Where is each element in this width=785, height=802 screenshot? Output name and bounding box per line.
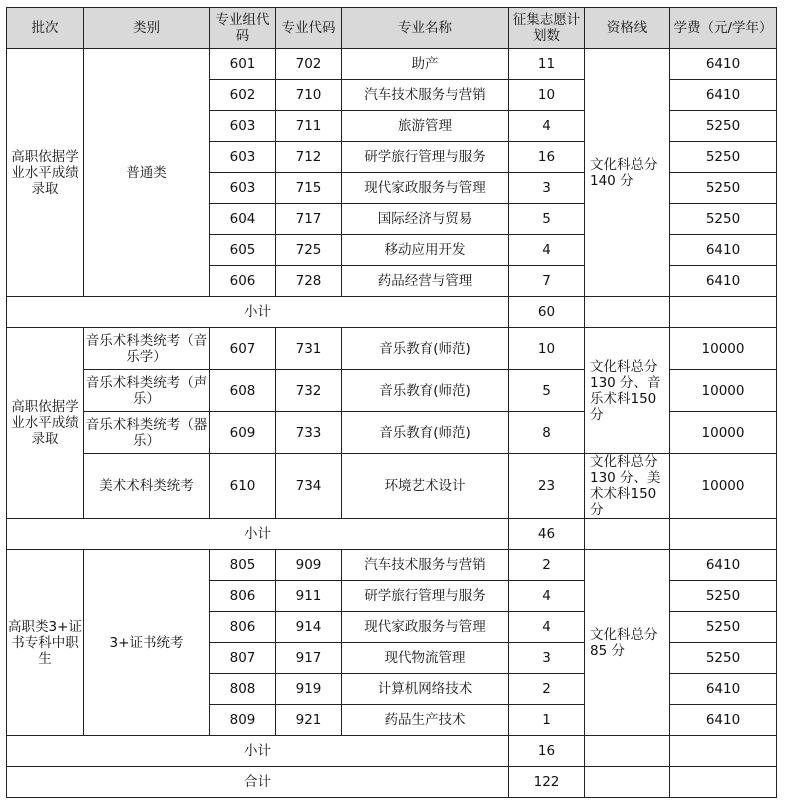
empty-cell [670,736,777,767]
major-name-cell: 音乐教育(师范) [342,412,509,454]
major-code-cell: 919 [276,674,342,705]
qualification-cell: 文化科总分 130 分、音乐术科150 分 [585,328,670,454]
tuition-cell: 10000 [670,328,777,370]
group-code-cell: 805 [210,550,276,581]
plan-cell: 11 [509,49,585,80]
header-category: 类别 [84,8,210,49]
major-code-cell: 711 [276,111,342,142]
tuition-cell: 6410 [670,49,777,80]
total-row [7,767,777,798]
major-code-cell: 715 [276,173,342,204]
qualification-cell: 文化科总分 130 分、美术术科150 分 [585,454,670,519]
empty-cell [585,297,670,328]
major-code-cell: 734 [276,454,342,519]
tuition-cell: 5250 [670,581,777,612]
major-name-cell: 助产 [342,49,509,80]
major-name-cell: 现代物流管理 [342,643,509,674]
group-code-cell: 603 [210,173,276,204]
tuition-cell: 5250 [670,612,777,643]
group-code-cell: 606 [210,266,276,297]
major-code-cell: 731 [276,328,342,370]
group-code-cell: 608 [210,370,276,412]
subtotal-label: 小计 [7,736,509,767]
subtotal-row [7,736,777,767]
group-code-cell: 807 [210,643,276,674]
major-code-cell: 909 [276,550,342,581]
plan-cell: 2 [509,674,585,705]
major-name-cell: 国际经济与贸易 [342,204,509,235]
header-qualification: 资格线 [585,8,670,49]
subtotal-row [7,519,777,550]
tuition-cell: 6410 [670,266,777,297]
group-code-cell: 607 [210,328,276,370]
total-label: 合计 [7,767,509,798]
group-code-cell: 610 [210,454,276,519]
major-name-cell: 环境艺术设计 [342,454,509,519]
subtotal-label: 小计 [7,519,509,550]
major-name-cell: 现代家政服务与管理 [342,173,509,204]
major-code-cell: 917 [276,643,342,674]
category-cell: 普通类 [84,49,210,297]
major-code-cell: 732 [276,370,342,412]
header-batch: 批次 [7,8,84,49]
major-name-cell: 音乐教育(师范) [342,328,509,370]
group-code-cell: 605 [210,235,276,266]
major-name-cell: 现代家政服务与管理 [342,612,509,643]
batch-cell: 高职依据学业水平成绩录取 [7,49,84,297]
group-code-cell: 604 [210,204,276,235]
major-code-cell: 717 [276,204,342,235]
empty-cell [585,519,670,550]
major-name-cell: 计算机网络技术 [342,674,509,705]
empty-cell [585,736,670,767]
empty-cell [670,767,777,798]
major-name-cell: 药品生产技术 [342,705,509,736]
header-major-code: 专业代码 [276,8,342,49]
plan-cell: 5 [509,204,585,235]
major-code-cell: 702 [276,49,342,80]
major-name-cell: 汽车技术服务与营销 [342,80,509,111]
plan-cell: 5 [509,370,585,412]
group-code-cell: 806 [210,612,276,643]
tuition-cell: 10000 [670,370,777,412]
header-group-code: 专业组代码 [210,8,276,49]
group-code-cell: 808 [210,674,276,705]
category-cell: 音乐术科类统考（音乐学） [84,328,210,370]
subtotal-value: 16 [509,736,585,767]
tuition-cell: 6410 [670,80,777,111]
major-name-cell: 移动应用开发 [342,235,509,266]
tuition-cell: 6410 [670,550,777,581]
group-code-cell: 603 [210,142,276,173]
subtotal-row [7,297,777,328]
header-plan: 征集志愿计划数 [509,8,585,49]
table-body [7,49,777,798]
tuition-cell: 5250 [670,643,777,674]
plan-cell: 16 [509,142,585,173]
empty-cell [670,297,777,328]
empty-cell [585,767,670,798]
total-value: 122 [509,767,585,798]
tuition-cell: 6410 [670,235,777,266]
tuition-cell: 5250 [670,173,777,204]
group-code-cell: 603 [210,111,276,142]
plan-cell: 7 [509,266,585,297]
header-tuition: 学费（元/学年） [670,8,777,49]
tuition-cell: 10000 [670,454,777,519]
empty-cell [670,519,777,550]
major-name-cell: 研学旅行管理与服务 [342,581,509,612]
major-name-cell: 药品经营与管理 [342,266,509,297]
batch-cell: 高职类3+证书专科中职生 [7,550,84,736]
major-name-cell: 音乐教育(师范) [342,370,509,412]
major-code-cell: 914 [276,612,342,643]
category-cell: 3+证书统考 [84,550,210,736]
major-name-cell: 旅游管理 [342,111,509,142]
plan-cell: 2 [509,550,585,581]
category-cell: 音乐术科类统考（器乐） [84,412,210,454]
table-row [7,49,777,80]
table-row [7,328,777,370]
header-major-name: 专业名称 [342,8,509,49]
group-code-cell: 602 [210,80,276,111]
tuition-cell: 5250 [670,111,777,142]
tuition-cell: 5250 [670,142,777,173]
major-code-cell: 728 [276,266,342,297]
major-code-cell: 911 [276,581,342,612]
major-code-cell: 712 [276,142,342,173]
major-name-cell: 研学旅行管理与服务 [342,142,509,173]
plan-cell: 3 [509,643,585,674]
qualification-cell: 文化科总分 140 分 [585,49,670,297]
group-code-cell: 806 [210,581,276,612]
plan-cell: 4 [509,612,585,643]
major-code-cell: 725 [276,235,342,266]
qualification-cell: 文化科总分 85 分 [585,550,670,736]
category-cell: 美术术科类统考 [84,454,210,519]
major-code-cell: 710 [276,80,342,111]
group-code-cell: 809 [210,705,276,736]
plan-cell: 10 [509,328,585,370]
tuition-cell: 6410 [670,674,777,705]
plan-cell: 23 [509,454,585,519]
major-name-cell: 汽车技术服务与营销 [342,550,509,581]
batch-cell: 高职依据学业水平成绩录取 [7,328,84,519]
major-code-cell: 733 [276,412,342,454]
subtotal-value: 46 [509,519,585,550]
header-row [7,8,777,49]
plan-cell: 4 [509,235,585,266]
category-cell: 音乐术科类统考（声乐） [84,370,210,412]
plan-cell: 10 [509,80,585,111]
table-row [7,454,777,519]
plan-cell: 3 [509,173,585,204]
plan-cell: 8 [509,412,585,454]
admission-plan-table [6,7,777,798]
subtotal-label: 小计 [7,297,509,328]
group-code-cell: 601 [210,49,276,80]
plan-cell: 1 [509,705,585,736]
plan-cell: 4 [509,111,585,142]
plan-cell: 4 [509,581,585,612]
major-code-cell: 921 [276,705,342,736]
tuition-cell: 10000 [670,412,777,454]
tuition-cell: 5250 [670,204,777,235]
group-code-cell: 609 [210,412,276,454]
tuition-cell: 6410 [670,705,777,736]
table-row [7,550,777,581]
subtotal-value: 60 [509,297,585,328]
